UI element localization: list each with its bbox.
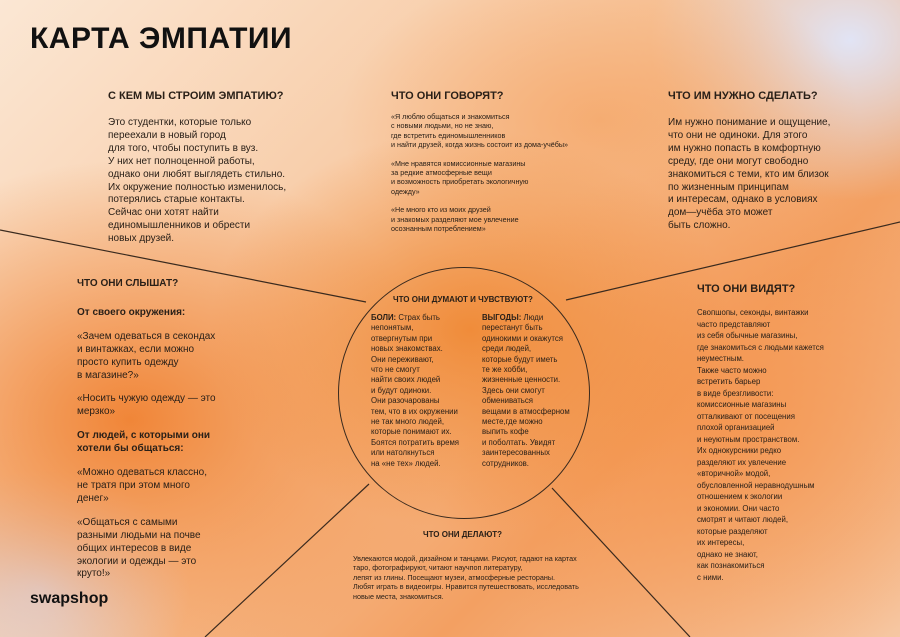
need-text: Им нужно понимание и ощущение, что они не одиноки. Для этого им нужно попасть в комфортную среду, где они могут свободно знакомиться с теми, кто им близок по жизненным принципам и интересам, однако в условиях дом—учёба это может быть сложно. bbox=[668, 117, 831, 232]
gains-section bbox=[482, 313, 592, 469]
hear-from-people: От людей, с которыми они хотели бы общаться: bbox=[77, 430, 211, 455]
think-heading: ЧТО ОНИ ДУМАЮТ И ЧУВСТВУЮТ? bbox=[393, 295, 533, 304]
hear-people-quote-1: «Можно одеваться классно, не тратя при этом много денег» bbox=[77, 467, 208, 504]
pains-section bbox=[371, 313, 491, 469]
say-quote-3: «Не много кто из моих друзей и знакомых разделяют мое увлечение осознанным потреблением» bbox=[391, 205, 519, 234]
who-section bbox=[108, 90, 338, 246]
gains-text bbox=[482, 313, 592, 469]
see-section bbox=[697, 283, 892, 583]
need-heading: ЧТО ИМ НУЖНО СДЕЛАТЬ? bbox=[668, 90, 818, 102]
say-heading: ЧТО ОНИ ГОВОРЯТ? bbox=[391, 90, 504, 102]
hear-env-quote-2: «Носить чужую одежду — это мерзко» bbox=[77, 393, 216, 418]
do-text: Увлекаются модой, дизайном и танцами. Рисуют, гадают на картах таро, фотографируют, читают научпоп литературу, лепят из глины. Посещают музеи, атмосферные рестораны. Любят играть в видеоигры. Нравится путешествовать, исследовать новые места, знакомиться. bbox=[353, 554, 579, 601]
gains-body: Люди перестанут быть одинокими и окажутся среди людей, которые будут иметь те же хобби, жизненные ценности. Здесь они смогут обмениваться вещами в атмосферном месте,где можно выпить кофе и поболтать. Увидят заинтересованных сотрудников. bbox=[482, 313, 570, 468]
hear-people-quote-2: «Общаться с самыми разными людьми на почве общих интересов в виде экологии и одежды — это круто!» bbox=[77, 516, 201, 580]
do-section bbox=[353, 530, 653, 601]
see-text: Свопшопы, секонды, винтажки часто представляют из себя обычные магазины, где знакомиться с людьми кажется неуместным. Также часто можно встретить барьер в виде брезгливости: комиссионные магазины отталкивают от посещения плохой организацией и неуютным пространством. Их однокурсники редко разделяют их увлечение «вторичной» модой, обусловленной неравнодушным отношением к экологии и экономии. Они часто смотрят и читают людей, которые разделяют их интересы, однако не знают, как познакомиться с ними. bbox=[697, 308, 824, 582]
swapshop-logo: swapshop bbox=[30, 590, 109, 607]
hear-from-environment: От своего окружения: bbox=[77, 306, 186, 318]
gains-label: ВЫГОДЫ: bbox=[482, 313, 522, 322]
say-section bbox=[391, 90, 631, 233]
say-quote-1: «Я люблю общаться и знакомиться с новыми людьми, но не знаю, где встретить единомышленников и найти друзей, когда жизнь состоит из дома-учёбы» bbox=[391, 112, 568, 150]
hear-env-quote-1: «Зачем одеваться в секондах и винтажках, если можно просто купить одежду в магазине?» bbox=[77, 330, 216, 381]
hear-heading: ЧТО ОНИ СЛЫШАТ? bbox=[77, 278, 179, 289]
pains-label: БОЛИ: bbox=[371, 313, 397, 322]
who-text: Это студентки, которые только переехали в новый город для того, чтобы поступить в вуз. У них нет полноценной работы, однако они любят выглядеть стильно. Их окружение полностью изменилось, потерялись старые контакты. Сейчас они хотят найти единомышленников и обрести новых друзей. bbox=[108, 117, 287, 245]
pains-text bbox=[371, 313, 491, 469]
page-title: КАРТА ЭМПАТИИ bbox=[30, 22, 293, 55]
pains-body: Страх быть непонятым, отвергнутым при новых знакомствах. Они переживают, что не смогут найти своих людей и будут одиноки. Они разочарованы тем, что в их окружении не так много людей, которые понимают их. Боятся потратить время или натолкнуться на «не тех» людей. bbox=[371, 313, 460, 468]
hear-section bbox=[77, 278, 297, 592]
who-heading: С КЕМ МЫ СТРОИМ ЭМПАТИЮ? bbox=[108, 90, 284, 102]
need-section bbox=[668, 90, 893, 233]
see-heading: ЧТО ОНИ ВИДЯТ? bbox=[697, 283, 796, 295]
do-heading: ЧТО ОНИ ДЕЛАЮТ? bbox=[423, 530, 502, 539]
say-quote-2: «Мне нравятся комиссионные магазины за редкие атмосферные вещи и возможность приобретать экологичную одежду» bbox=[391, 158, 529, 196]
